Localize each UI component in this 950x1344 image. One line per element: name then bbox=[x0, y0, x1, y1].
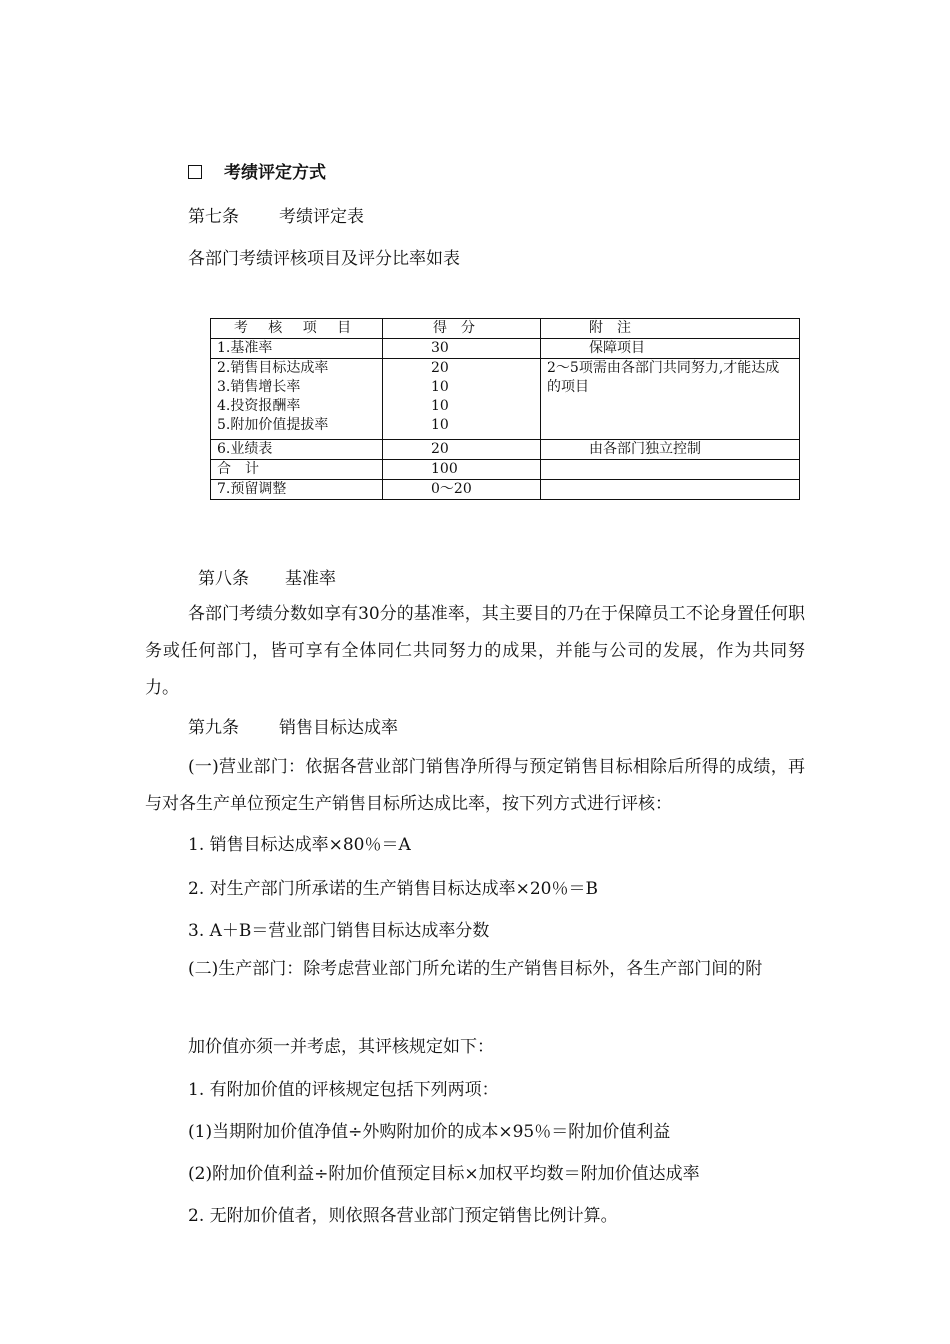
article-9-title: 销售目标达成率 bbox=[279, 718, 398, 738]
header-score: 得 分 bbox=[383, 319, 541, 339]
item-cell bbox=[211, 359, 383, 440]
article-8-title: 基准率 bbox=[285, 569, 336, 589]
article-7-heading bbox=[188, 202, 364, 227]
table-header-row bbox=[211, 319, 800, 339]
prod-dept-continued: 加价值亦须一并考虑，其评核规定如下： bbox=[188, 1037, 494, 1057]
note-cell bbox=[541, 460, 800, 480]
prod-dept-paragraph: (二)生产部门：除考虑营业部门所允诺的生产销售目标外，各生产部门间的附 bbox=[188, 959, 763, 979]
item-cell: 6.业绩表 bbox=[211, 440, 383, 460]
item-cell: 合 计 bbox=[211, 460, 383, 480]
item-line: 3.销售增长率 bbox=[217, 379, 301, 395]
article-8-body: 各部门考绩分数如享有30分的基准率，其主要目的乃在于保障员工不论身置任何职务或任何部门，皆可享有全体同仁共同努力的成果，并能与公司的发展，作为共同努力。 bbox=[145, 604, 805, 698]
article-9-heading bbox=[188, 713, 398, 738]
section-heading-text: 考绩评定方式 bbox=[224, 163, 326, 183]
article-8-heading bbox=[198, 564, 336, 589]
score-cell: 30 bbox=[383, 339, 541, 359]
score-cell: 100 bbox=[383, 460, 541, 480]
score-cell bbox=[383, 359, 541, 440]
article-7-label: 第七条 bbox=[188, 207, 239, 227]
table-row bbox=[211, 480, 800, 500]
item-line: 2.销售目标达成率 bbox=[217, 360, 329, 376]
score-line: 10 bbox=[431, 379, 449, 395]
note-cell: 保障项目 bbox=[541, 339, 800, 359]
score-table bbox=[210, 318, 800, 500]
score-line: 10 bbox=[431, 417, 449, 433]
value-item: (1)当期附加价值净值÷外购附加价的成本×95％＝附加价值利益 bbox=[188, 1122, 671, 1142]
formula-line: 1. 销售目标达成率×80％＝A bbox=[188, 835, 411, 855]
score-line: 20 bbox=[431, 360, 449, 376]
score-cell: 0～20 bbox=[383, 480, 541, 500]
note-cell: 2～5项需由各部门共同努力,才能达成的项目 bbox=[541, 359, 800, 440]
header-note: 附 注 bbox=[541, 319, 800, 339]
table-row bbox=[211, 460, 800, 480]
formula-line: 2. 对生产部门所承诺的生产销售目标达成率×20％＝B bbox=[188, 879, 598, 899]
note-cell bbox=[541, 480, 800, 500]
checkbox-square-icon bbox=[188, 165, 202, 179]
article-9-label: 第九条 bbox=[188, 718, 239, 738]
article-8-label: 第八条 bbox=[198, 569, 249, 589]
note-cell: 由各部门独立控制 bbox=[541, 440, 800, 460]
table-row bbox=[211, 339, 800, 359]
value-item: (2)附加价值利益÷附加价值预定目标×加权平均数＝附加价值达成率 bbox=[188, 1164, 700, 1184]
sales-dept-paragraph: (一)营业部门：依据各营业部门销售净所得与预定销售目标相除后所得的成绩，再与对各生产单位预定生产销售目标所达成比率，按下列方式进行评核： bbox=[145, 757, 805, 814]
score-cell: 20 bbox=[383, 440, 541, 460]
table-row bbox=[211, 359, 800, 440]
table-intro: 各部门考绩评核项目及评分比率如表 bbox=[188, 249, 460, 269]
item-cell: 1.基准率 bbox=[211, 339, 383, 359]
value-item: 2. 无附加价值者，则依照各营业部门预定销售比例计算。 bbox=[188, 1206, 618, 1226]
item-cell: 7.预留调整 bbox=[211, 480, 383, 500]
table-row bbox=[211, 440, 800, 460]
formula-line: 3. A＋B＝营业部门销售目标达成率分数 bbox=[188, 921, 490, 941]
item-line: 4.投资报酬率 bbox=[217, 398, 301, 414]
header-item: 考 核 项 目 bbox=[211, 319, 383, 339]
item-line: 5.附加价值提拔率 bbox=[217, 417, 329, 433]
value-item: 1. 有附加价值的评核规定包括下列两项： bbox=[188, 1080, 499, 1100]
section-heading bbox=[188, 158, 326, 183]
article-7-title: 考绩评定表 bbox=[279, 207, 364, 227]
score-line: 10 bbox=[431, 398, 449, 414]
